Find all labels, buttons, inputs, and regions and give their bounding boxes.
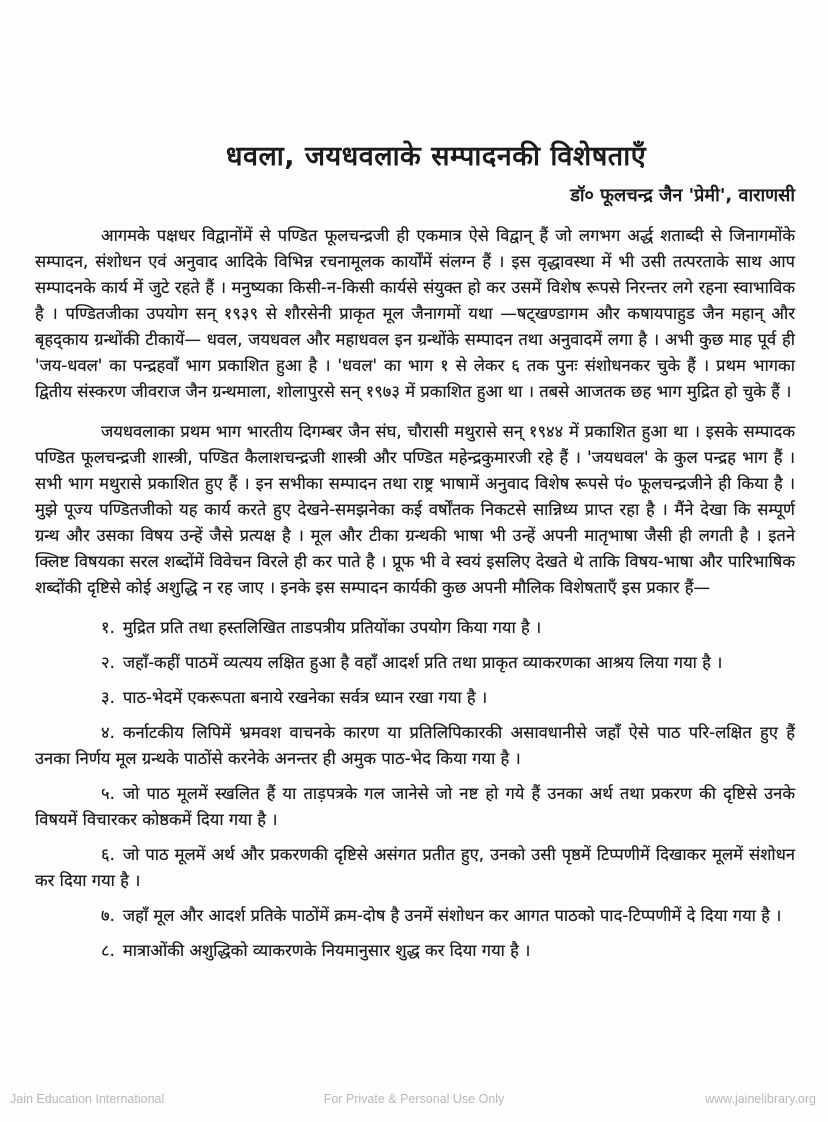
list-item [35, 720, 795, 772]
paragraph: आगमके पक्षधर विद्वानोंमें से पण्डित फूलचन्द्रजी ही एकमात्र ऐसे विद्वान् हैं जो लगभग अर्द्ध शताब्दी से जिनागमोंके सम्पादन, संशोधन एवं अनुवाद आदिके विभिन्न रचनामूलक कार्योंमें संलग्न हैं । इस वृद्धावस्था में भी उसी तत्परताके साथ आप सम्पादनके कार्य में जुटे रहते हैं । मनुष्यका किसी-न-किसी कार्यसे संयुक्त हो कर उसमें विशेष रूपसे निरन्तर लगे रहना स्वाभाविक है । पण्डितजीका उपयोग सन् १९३९ से शौरसेनी प्राकृत मूल जैनागमों यथा —षट्खण्डागम और कषायपाहुड जैन महान् और बृहद्काय ग्रन्थोंकी टीकायें— धवल, जयधवल और महाधवल इन ग्रन्थोंके सम्पादन तथा अनुवादमें लगा है । अभी कुछ माह पूर्व ही 'जय-धवल' का पन्द्रहवाँ भाग प्रकाशित हुआ है । 'धवल' का भाग १ से लेकर ६ तक पुनः संशोधनकर चुके हैं । प्रथम भागका द्वितीय संस्करण जीवराज जैन ग्रन्थमाला, शोलापुरसे सन् १९७३ में प्रकाशित हुआ था । तबसे आजतक छह भाग मुद्रित हो चुके हैं । [35, 226, 795, 401]
list-item [35, 903, 795, 929]
list-item [35, 685, 795, 711]
list-item-text: जहाँ मूल और आदर्श प्रतिके पाठोंमें क्रम-दोष है उनमें संशोधन कर आगत पाठको पाद-टिप्पणीमें दे दिया गया है । [122, 906, 782, 925]
list-item [35, 781, 795, 833]
page-title: धवला, जयधवलाके सम्पादनकी विशेषताएँ [225, 141, 647, 172]
list-item-text: जहाँ-कहीं पाठमें व्यत्यय लक्षित हुआ है वहाँ आदर्श प्रति तथा प्राकृत व्याकरणका आश्रय लिया गया है । [122, 653, 723, 672]
list-item-number: ४. [101, 723, 115, 742]
list-item [35, 650, 795, 676]
list-item-number: ७. [101, 906, 115, 925]
page-footer [0, 1092, 828, 1106]
author-line: डॉ० फूलचन्द्र जैन 'प्रेमी', वाराणसी [570, 185, 795, 206]
list-item-number: ८. [101, 941, 115, 960]
document-body [35, 223, 795, 964]
list-item-text: मुद्रित प्रति तथा हस्तलिखित ताडपत्रीय प्रतियोंका उपयोग किया गया है । [122, 618, 542, 637]
list-item-text: कर्नाटकीय लिपिमें भ्रमवश वाचनके कारण या प्रतिलिपिकारकी असावधानीसे जहाँ ऐसे पाठ परि-लक्षित हुए हैं उनका निर्णय मूल ग्रन्थके पाठोंसे करनेके अनन्तर ही अमुक पाठ-भेद किया गया है । [35, 723, 795, 768]
list-item [35, 615, 795, 641]
list-item-text: पाठ-भेदमें एकरूपता बनाये रखनेका सर्वत्र ध्यान रखा गया है । [122, 688, 488, 707]
list-item-number: ३. [101, 688, 115, 707]
paragraph: जयधवलाका प्रथम भाग भारतीय दिगम्बर जैन संघ, चौरासी मथुरासे सन् १९४४ में प्रकाशित हुआ था । इसके सम्पादक पण्डित फूलचन्द्रजी शास्त्री, पण्डित कैलाशचन्द्रजी शास्त्री और पण्डित महेन्द्रकुमारजी रहे हैं । 'जयधवल' के कुल पन्द्रह भाग हैं । सभी भाग मथुरासे प्रकाशित हुए हैं । इन सभीका सम्पादन तथा राष्ट्र भाषामें अनुवाद विशेष रूपसे पं० फूलचन्द्रजीने ही किया है । मुझे पूज्य पण्डितजीको यह कार्य करते हुए देखने-समझनेका कई वर्षोंतक निकटसे सान्निध्य प्राप्त रहा है । मैंने देखा कि सम्पूर्ण ग्रन्थ और उसका विषय उन्हें जैसे प्रत्यक्ष है । मूल और टीका ग्रन्थकी भाषा भी उन्हें अपनी मातृभाषा जैसी ही लगती है । इतने क्लिष्ट विषयका सरल शब्दोंमें विवेचन विरले ही कर पाते है । प्रूफ भी वे स्वयं इसलिए देखते थे ताकि विषय-भाषा और पारिभाषिक शब्दोंकी दृष्टिसे कोई अशुद्धि न रह जाए । इनके इस सम्पादन कार्यकी कुछ अपनी मौलिक विशेषताएँ इस प्रकार हैं— [35, 422, 795, 597]
list-item-text: मात्राओंकी अशुद्धिको व्याकरणके नियमानुसार शुद्ध कर दिया गया है । [122, 941, 531, 960]
list-item-text: जो पाठ मूलमें अर्थ और प्रकरणकी दृष्टिसे असंगत प्रतीत हुए, उनको उसी पृष्ठमें टिप्पणीमें दिखाकर मूलमें संशोधन कर दिया गया है । [35, 845, 795, 890]
footer-left-text: Jain Education International [10, 1092, 165, 1106]
list-item-number: १. [101, 618, 115, 637]
list-item-number: ५. [101, 784, 115, 803]
footer-center-text: For Private & Personal Use Only [323, 1092, 505, 1106]
list-item [35, 842, 795, 894]
list-item-number: २. [101, 653, 115, 672]
list-item-number: ६. [101, 845, 115, 864]
list-item-text: जो पाठ मूलमें स्खलित हैं या ताड़पत्रके गल जानेसे जो नष्ट हो गये हैं उनका अर्थ तथा प्रकरण की दृष्टिसे उनके विषयमें विचारकर कोष्ठकमें दिया गया है । [35, 784, 795, 829]
list-item [35, 938, 795, 964]
footer-right-text: www.jainelibrary.org [705, 1092, 816, 1106]
numbered-list [35, 615, 795, 964]
